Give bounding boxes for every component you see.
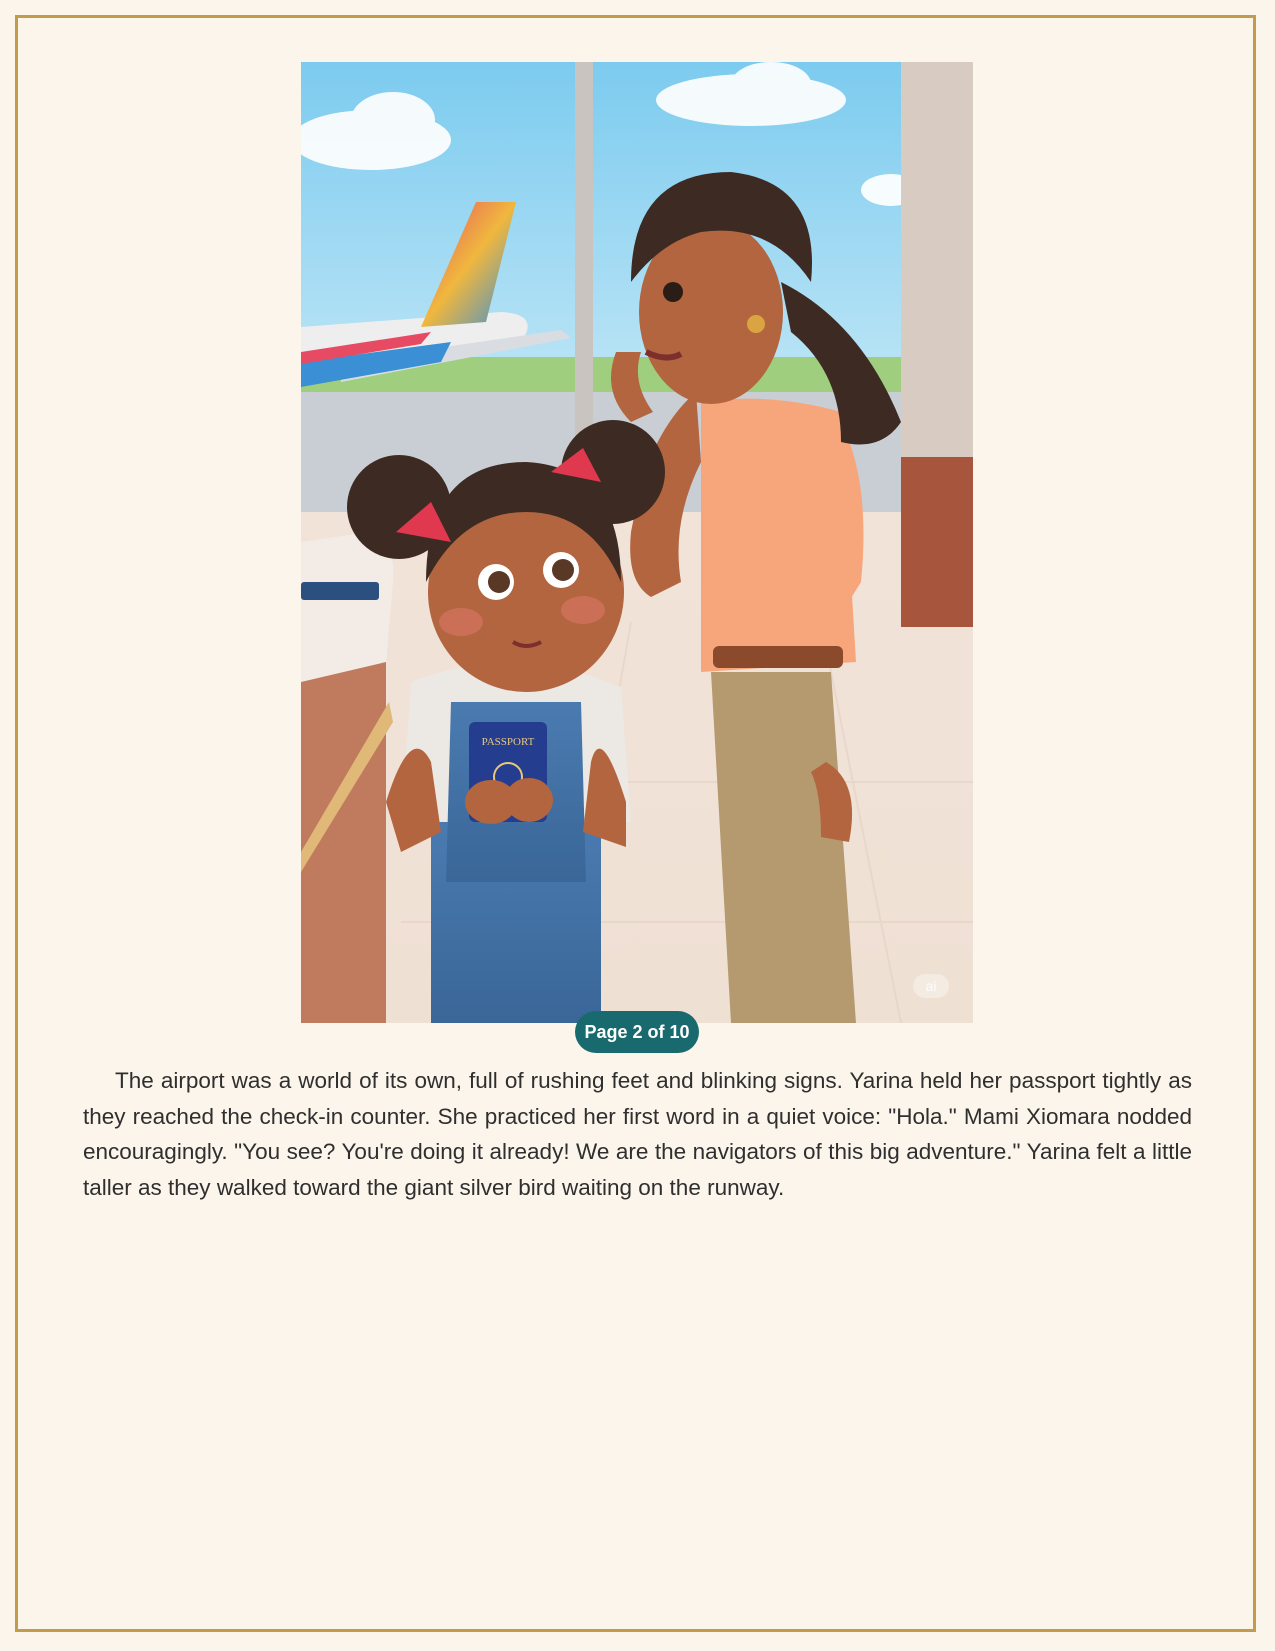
story-illustration xyxy=(301,62,973,1023)
check-in-counter xyxy=(301,532,393,1023)
story-paragraph: The airport was a world of its own, full of rushing feet and blinking signs. Yarina held her passport tightly as they reached the check-in counter. She practiced her first word in a quiet voice: "Hola." Mami Xiomara nodded encouragingly. "You see? You're doing it already! We are the navigators of this big adventure." Yarina felt a little taller as they walked toward the giant silver bird waiting on the runway. xyxy=(83,1068,1192,1200)
ai-watermark: ai xyxy=(925,978,937,994)
page-number-badge: Page 2 of 10 xyxy=(575,1011,699,1053)
airport-scene-image xyxy=(301,62,973,1023)
passport-label: PASSPORT xyxy=(481,736,535,748)
